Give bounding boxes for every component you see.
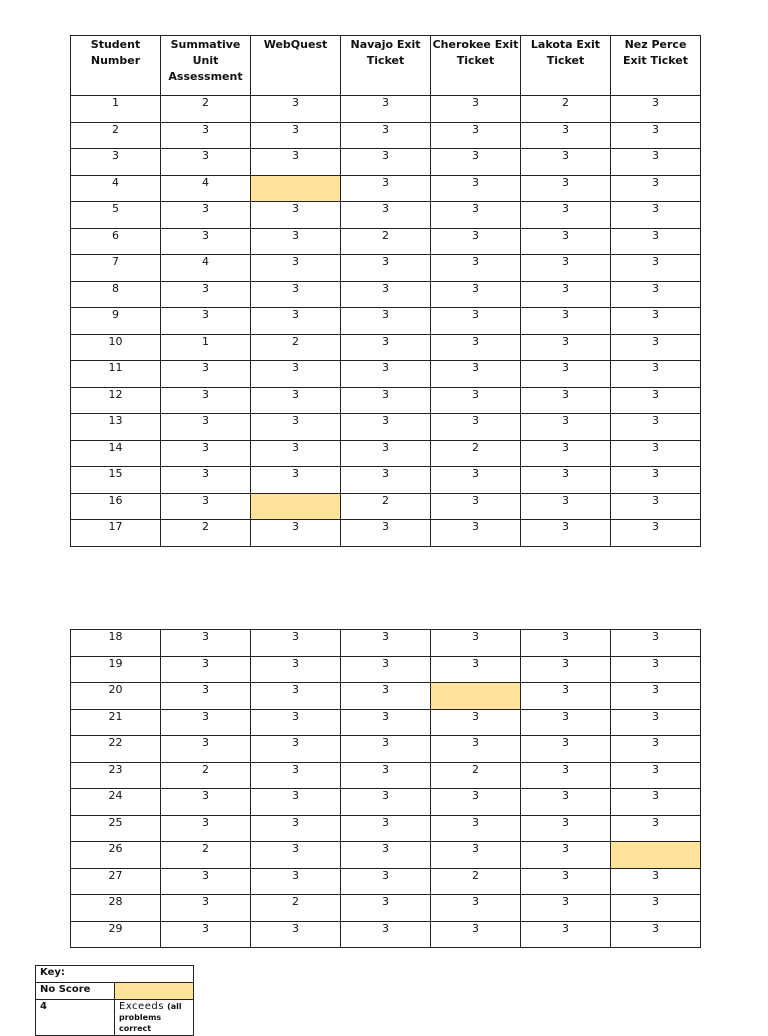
cell-cherokee-exit-ticket: 3 <box>431 308 521 335</box>
cell-summative-unit-assessment: 4 <box>161 255 251 282</box>
table-row <box>71 96 701 123</box>
key-no-score-row <box>36 983 194 1000</box>
cell-webquest: 3 <box>251 630 341 657</box>
cell-webquest: 3 <box>251 736 341 763</box>
header-summative-unit-assessment: Summative Unit Assessment <box>161 36 251 96</box>
key-no-score-swatch <box>115 983 194 1000</box>
table-row <box>71 683 701 710</box>
cell-summative-unit-assessment: 3 <box>161 122 251 149</box>
cell-cherokee-exit-ticket: 3 <box>431 387 521 414</box>
cell-student-number: 26 <box>71 842 161 869</box>
cell-summative-unit-assessment: 3 <box>161 736 251 763</box>
cell-webquest: 3 <box>251 842 341 869</box>
key-no-score-label: No Score <box>36 983 115 1000</box>
cell-nez-perce-exit-ticket: 3 <box>611 281 701 308</box>
table-row <box>71 656 701 683</box>
cell-lakota-exit-ticket: 2 <box>521 96 611 123</box>
cell-summative-unit-assessment: 3 <box>161 921 251 948</box>
cell-navajo-exit-ticket: 3 <box>341 281 431 308</box>
table-row <box>71 630 701 657</box>
cell-nez-perce-exit-ticket: 3 <box>611 149 701 176</box>
cell-webquest: 3 <box>251 683 341 710</box>
cell-lakota-exit-ticket: 3 <box>521 175 611 202</box>
cell-summative-unit-assessment: 3 <box>161 387 251 414</box>
cell-webquest: 3 <box>251 149 341 176</box>
cell-student-number: 28 <box>71 895 161 922</box>
cell-summative-unit-assessment: 3 <box>161 493 251 520</box>
cell-lakota-exit-ticket: 3 <box>521 683 611 710</box>
cell-lakota-exit-ticket: 3 <box>521 921 611 948</box>
cell-webquest: 3 <box>251 789 341 816</box>
cell-student-number: 16 <box>71 493 161 520</box>
cell-cherokee-exit-ticket: 3 <box>431 467 521 494</box>
cell-lakota-exit-ticket: 3 <box>521 709 611 736</box>
cell-cherokee-exit-ticket: 3 <box>431 815 521 842</box>
cell-navajo-exit-ticket: 3 <box>341 202 431 229</box>
cell-cherokee-exit-ticket: 3 <box>431 96 521 123</box>
cell-lakota-exit-ticket: 3 <box>521 255 611 282</box>
cell-webquest: 3 <box>251 361 341 388</box>
cell-webquest: 3 <box>251 228 341 255</box>
cell-nez-perce-exit-ticket: 3 <box>611 520 701 547</box>
cell-student-number: 10 <box>71 334 161 361</box>
cell-cherokee-exit-ticket: 3 <box>431 709 521 736</box>
key-table <box>35 965 194 1036</box>
cell-cherokee-exit-ticket: 3 <box>431 281 521 308</box>
cell-cherokee-exit-ticket: 3 <box>431 414 521 441</box>
cell-student-number: 1 <box>71 96 161 123</box>
cell-lakota-exit-ticket: 3 <box>521 467 611 494</box>
cell-nez-perce-exit-ticket <box>611 842 701 869</box>
table-row <box>71 895 701 922</box>
cell-student-number: 21 <box>71 709 161 736</box>
cell-cherokee-exit-ticket: 3 <box>431 228 521 255</box>
table-row <box>71 921 701 948</box>
cell-lakota-exit-ticket: 3 <box>521 736 611 763</box>
cell-nez-perce-exit-ticket: 3 <box>611 387 701 414</box>
key-level-row <box>36 1000 194 1036</box>
cell-lakota-exit-ticket: 3 <box>521 281 611 308</box>
cell-nez-perce-exit-ticket: 3 <box>611 122 701 149</box>
table-row <box>71 736 701 763</box>
cell-student-number: 9 <box>71 308 161 335</box>
cell-summative-unit-assessment: 3 <box>161 467 251 494</box>
cell-lakota-exit-ticket: 3 <box>521 149 611 176</box>
cell-lakota-exit-ticket: 3 <box>521 202 611 229</box>
cell-student-number: 17 <box>71 520 161 547</box>
cell-student-number: 11 <box>71 361 161 388</box>
cell-navajo-exit-ticket: 3 <box>341 467 431 494</box>
cell-navajo-exit-ticket: 2 <box>341 493 431 520</box>
table-row <box>71 493 701 520</box>
table-row <box>71 308 701 335</box>
cell-cherokee-exit-ticket: 3 <box>431 255 521 282</box>
cell-nez-perce-exit-ticket: 3 <box>611 361 701 388</box>
cell-summative-unit-assessment: 3 <box>161 361 251 388</box>
cell-navajo-exit-ticket: 3 <box>341 520 431 547</box>
cell-lakota-exit-ticket: 3 <box>521 493 611 520</box>
cell-student-number: 24 <box>71 789 161 816</box>
cell-lakota-exit-ticket: 3 <box>521 520 611 547</box>
cell-nez-perce-exit-ticket: 3 <box>611 175 701 202</box>
cell-webquest: 3 <box>251 467 341 494</box>
cell-cherokee-exit-ticket: 3 <box>431 895 521 922</box>
cell-webquest <box>251 175 341 202</box>
cell-nez-perce-exit-ticket: 3 <box>611 334 701 361</box>
cell-navajo-exit-ticket: 3 <box>341 440 431 467</box>
cell-summative-unit-assessment: 4 <box>161 175 251 202</box>
header-navajo-exit-ticket: Navajo Exit Ticket <box>341 36 431 96</box>
cell-navajo-exit-ticket: 3 <box>341 387 431 414</box>
cell-navajo-exit-ticket: 3 <box>341 630 431 657</box>
table-header <box>71 36 701 96</box>
cell-webquest: 3 <box>251 921 341 948</box>
cell-nez-perce-exit-ticket: 3 <box>611 630 701 657</box>
table-row <box>71 762 701 789</box>
header-cherokee-exit-ticket: Cherokee Exit Ticket <box>431 36 521 96</box>
table-row <box>71 149 701 176</box>
cell-student-number: 19 <box>71 656 161 683</box>
cell-student-number: 7 <box>71 255 161 282</box>
cell-cherokee-exit-ticket: 3 <box>431 736 521 763</box>
cell-summative-unit-assessment: 3 <box>161 630 251 657</box>
table-row <box>71 255 701 282</box>
table-row <box>71 175 701 202</box>
cell-lakota-exit-ticket: 3 <box>521 334 611 361</box>
cell-summative-unit-assessment: 3 <box>161 281 251 308</box>
cell-lakota-exit-ticket: 3 <box>521 815 611 842</box>
cell-navajo-exit-ticket: 3 <box>341 709 431 736</box>
cell-cherokee-exit-ticket: 3 <box>431 921 521 948</box>
cell-lakota-exit-ticket: 3 <box>521 630 611 657</box>
table-body-top <box>71 96 701 547</box>
cell-nez-perce-exit-ticket: 3 <box>611 815 701 842</box>
table-row <box>71 868 701 895</box>
cell-lakota-exit-ticket: 3 <box>521 414 611 441</box>
cell-student-number: 3 <box>71 149 161 176</box>
key-level-text: Exceeds <box>119 1001 164 1012</box>
cell-cherokee-exit-ticket: 3 <box>431 493 521 520</box>
table-row <box>71 387 701 414</box>
scores-table-bottom <box>70 629 701 948</box>
cell-navajo-exit-ticket: 3 <box>341 122 431 149</box>
cell-navajo-exit-ticket: 3 <box>341 308 431 335</box>
cell-lakota-exit-ticket: 3 <box>521 656 611 683</box>
cell-student-number: 6 <box>71 228 161 255</box>
cell-cherokee-exit-ticket: 3 <box>431 175 521 202</box>
cell-webquest: 2 <box>251 334 341 361</box>
cell-navajo-exit-ticket: 3 <box>341 683 431 710</box>
table-row <box>71 228 701 255</box>
cell-nez-perce-exit-ticket: 3 <box>611 762 701 789</box>
cell-summative-unit-assessment: 3 <box>161 895 251 922</box>
cell-navajo-exit-ticket: 3 <box>341 149 431 176</box>
cell-summative-unit-assessment: 3 <box>161 683 251 710</box>
cell-webquest: 3 <box>251 656 341 683</box>
cell-navajo-exit-ticket: 3 <box>341 414 431 441</box>
cell-summative-unit-assessment: 2 <box>161 842 251 869</box>
cell-nez-perce-exit-ticket: 3 <box>611 202 701 229</box>
cell-nez-perce-exit-ticket: 3 <box>611 789 701 816</box>
scores-table-top <box>70 35 701 547</box>
cell-navajo-exit-ticket: 3 <box>341 96 431 123</box>
table-row <box>71 440 701 467</box>
cell-student-number: 18 <box>71 630 161 657</box>
cell-cherokee-exit-ticket: 3 <box>431 122 521 149</box>
table-row <box>71 281 701 308</box>
cell-nez-perce-exit-ticket: 3 <box>611 868 701 895</box>
key-title: Key: <box>36 966 194 983</box>
cell-summative-unit-assessment: 3 <box>161 228 251 255</box>
cell-navajo-exit-ticket: 3 <box>341 762 431 789</box>
cell-nez-perce-exit-ticket: 3 <box>611 656 701 683</box>
table-row <box>71 122 701 149</box>
table-row <box>71 361 701 388</box>
cell-student-number: 15 <box>71 467 161 494</box>
cell-summative-unit-assessment: 3 <box>161 789 251 816</box>
cell-navajo-exit-ticket: 3 <box>341 656 431 683</box>
cell-webquest: 3 <box>251 815 341 842</box>
cell-lakota-exit-ticket: 3 <box>521 122 611 149</box>
cell-cherokee-exit-ticket: 3 <box>431 149 521 176</box>
cell-summative-unit-assessment: 3 <box>161 656 251 683</box>
cell-student-number: 22 <box>71 736 161 763</box>
table-row <box>71 815 701 842</box>
cell-summative-unit-assessment: 2 <box>161 762 251 789</box>
cell-cherokee-exit-ticket: 3 <box>431 520 521 547</box>
cell-nez-perce-exit-ticket: 3 <box>611 308 701 335</box>
cell-navajo-exit-ticket: 3 <box>341 895 431 922</box>
cell-lakota-exit-ticket: 3 <box>521 440 611 467</box>
cell-navajo-exit-ticket: 3 <box>341 334 431 361</box>
cell-cherokee-exit-ticket: 3 <box>431 842 521 869</box>
cell-student-number: 27 <box>71 868 161 895</box>
cell-summative-unit-assessment: 3 <box>161 202 251 229</box>
cell-navajo-exit-ticket: 2 <box>341 228 431 255</box>
cell-navajo-exit-ticket: 3 <box>341 842 431 869</box>
cell-navajo-exit-ticket: 3 <box>341 921 431 948</box>
key-level-subtext: (all problems correct <box>119 1002 182 1033</box>
cell-cherokee-exit-ticket: 3 <box>431 361 521 388</box>
cell-navajo-exit-ticket: 3 <box>341 255 431 282</box>
cell-nez-perce-exit-ticket: 3 <box>611 921 701 948</box>
cell-cherokee-exit-ticket: 2 <box>431 868 521 895</box>
table-row <box>71 789 701 816</box>
cell-summative-unit-assessment: 3 <box>161 440 251 467</box>
header-nez-perce-exit-ticket: Nez Perce Exit Ticket <box>611 36 701 96</box>
cell-navajo-exit-ticket: 3 <box>341 868 431 895</box>
cell-nez-perce-exit-ticket: 3 <box>611 440 701 467</box>
cell-webquest: 3 <box>251 308 341 335</box>
cell-summative-unit-assessment: 3 <box>161 709 251 736</box>
cell-cherokee-exit-ticket <box>431 683 521 710</box>
key-title-row <box>36 966 194 983</box>
cell-lakota-exit-ticket: 3 <box>521 895 611 922</box>
cell-student-number: 12 <box>71 387 161 414</box>
table-row <box>71 709 701 736</box>
cell-student-number: 29 <box>71 921 161 948</box>
cell-webquest: 3 <box>251 202 341 229</box>
table-row <box>71 842 701 869</box>
cell-student-number: 5 <box>71 202 161 229</box>
cell-student-number: 14 <box>71 440 161 467</box>
header-lakota-exit-ticket: Lakota Exit Ticket <box>521 36 611 96</box>
cell-nez-perce-exit-ticket: 3 <box>611 467 701 494</box>
cell-summative-unit-assessment: 1 <box>161 334 251 361</box>
header-row <box>71 36 701 96</box>
cell-lakota-exit-ticket: 3 <box>521 308 611 335</box>
cell-nez-perce-exit-ticket: 3 <box>611 736 701 763</box>
cell-navajo-exit-ticket: 3 <box>341 736 431 763</box>
cell-cherokee-exit-ticket: 3 <box>431 656 521 683</box>
cell-navajo-exit-ticket: 3 <box>341 789 431 816</box>
cell-lakota-exit-ticket: 3 <box>521 361 611 388</box>
cell-student-number: 25 <box>71 815 161 842</box>
cell-lakota-exit-ticket: 3 <box>521 387 611 414</box>
cell-cherokee-exit-ticket: 2 <box>431 440 521 467</box>
cell-summative-unit-assessment: 2 <box>161 96 251 123</box>
cell-lakota-exit-ticket: 3 <box>521 228 611 255</box>
cell-summative-unit-assessment: 2 <box>161 520 251 547</box>
cell-student-number: 2 <box>71 122 161 149</box>
cell-lakota-exit-ticket: 3 <box>521 868 611 895</box>
cell-student-number: 20 <box>71 683 161 710</box>
cell-lakota-exit-ticket: 3 <box>521 789 611 816</box>
cell-navajo-exit-ticket: 3 <box>341 815 431 842</box>
cell-summative-unit-assessment: 3 <box>161 308 251 335</box>
table-row <box>71 520 701 547</box>
cell-cherokee-exit-ticket: 3 <box>431 334 521 361</box>
cell-nez-perce-exit-ticket: 3 <box>611 683 701 710</box>
cell-webquest: 3 <box>251 709 341 736</box>
cell-nez-perce-exit-ticket: 3 <box>611 709 701 736</box>
table-row <box>71 414 701 441</box>
key-level-label: 4 <box>36 1000 115 1036</box>
cell-student-number: 13 <box>71 414 161 441</box>
cell-student-number: 4 <box>71 175 161 202</box>
cell-nez-perce-exit-ticket: 3 <box>611 414 701 441</box>
cell-webquest: 3 <box>251 762 341 789</box>
cell-student-number: 8 <box>71 281 161 308</box>
cell-nez-perce-exit-ticket: 3 <box>611 895 701 922</box>
cell-nez-perce-exit-ticket: 3 <box>611 255 701 282</box>
cell-cherokee-exit-ticket: 2 <box>431 762 521 789</box>
key-level-description <box>115 1000 194 1036</box>
cell-webquest: 3 <box>251 255 341 282</box>
table-row <box>71 334 701 361</box>
cell-cherokee-exit-ticket: 3 <box>431 789 521 816</box>
table-body-bottom <box>71 630 701 948</box>
cell-webquest: 3 <box>251 122 341 149</box>
header-webquest: WebQuest <box>251 36 341 96</box>
cell-cherokee-exit-ticket: 3 <box>431 630 521 657</box>
cell-webquest: 3 <box>251 387 341 414</box>
cell-summative-unit-assessment: 3 <box>161 414 251 441</box>
cell-webquest: 2 <box>251 895 341 922</box>
cell-nez-perce-exit-ticket: 3 <box>611 493 701 520</box>
cell-webquest: 3 <box>251 414 341 441</box>
table-row <box>71 202 701 229</box>
cell-webquest <box>251 493 341 520</box>
cell-nez-perce-exit-ticket: 3 <box>611 96 701 123</box>
cell-lakota-exit-ticket: 3 <box>521 762 611 789</box>
cell-navajo-exit-ticket: 3 <box>341 361 431 388</box>
cell-student-number: 23 <box>71 762 161 789</box>
cell-lakota-exit-ticket: 3 <box>521 842 611 869</box>
table-row <box>71 467 701 494</box>
cell-webquest: 3 <box>251 520 341 547</box>
header-student-number: Student Number <box>71 36 161 96</box>
cell-summative-unit-assessment: 3 <box>161 868 251 895</box>
cell-summative-unit-assessment: 3 <box>161 149 251 176</box>
cell-webquest: 3 <box>251 96 341 123</box>
cell-nez-perce-exit-ticket: 3 <box>611 228 701 255</box>
cell-webquest: 3 <box>251 868 341 895</box>
cell-navajo-exit-ticket: 3 <box>341 175 431 202</box>
cell-cherokee-exit-ticket: 3 <box>431 202 521 229</box>
cell-webquest: 3 <box>251 440 341 467</box>
cell-webquest: 3 <box>251 281 341 308</box>
cell-summative-unit-assessment: 3 <box>161 815 251 842</box>
